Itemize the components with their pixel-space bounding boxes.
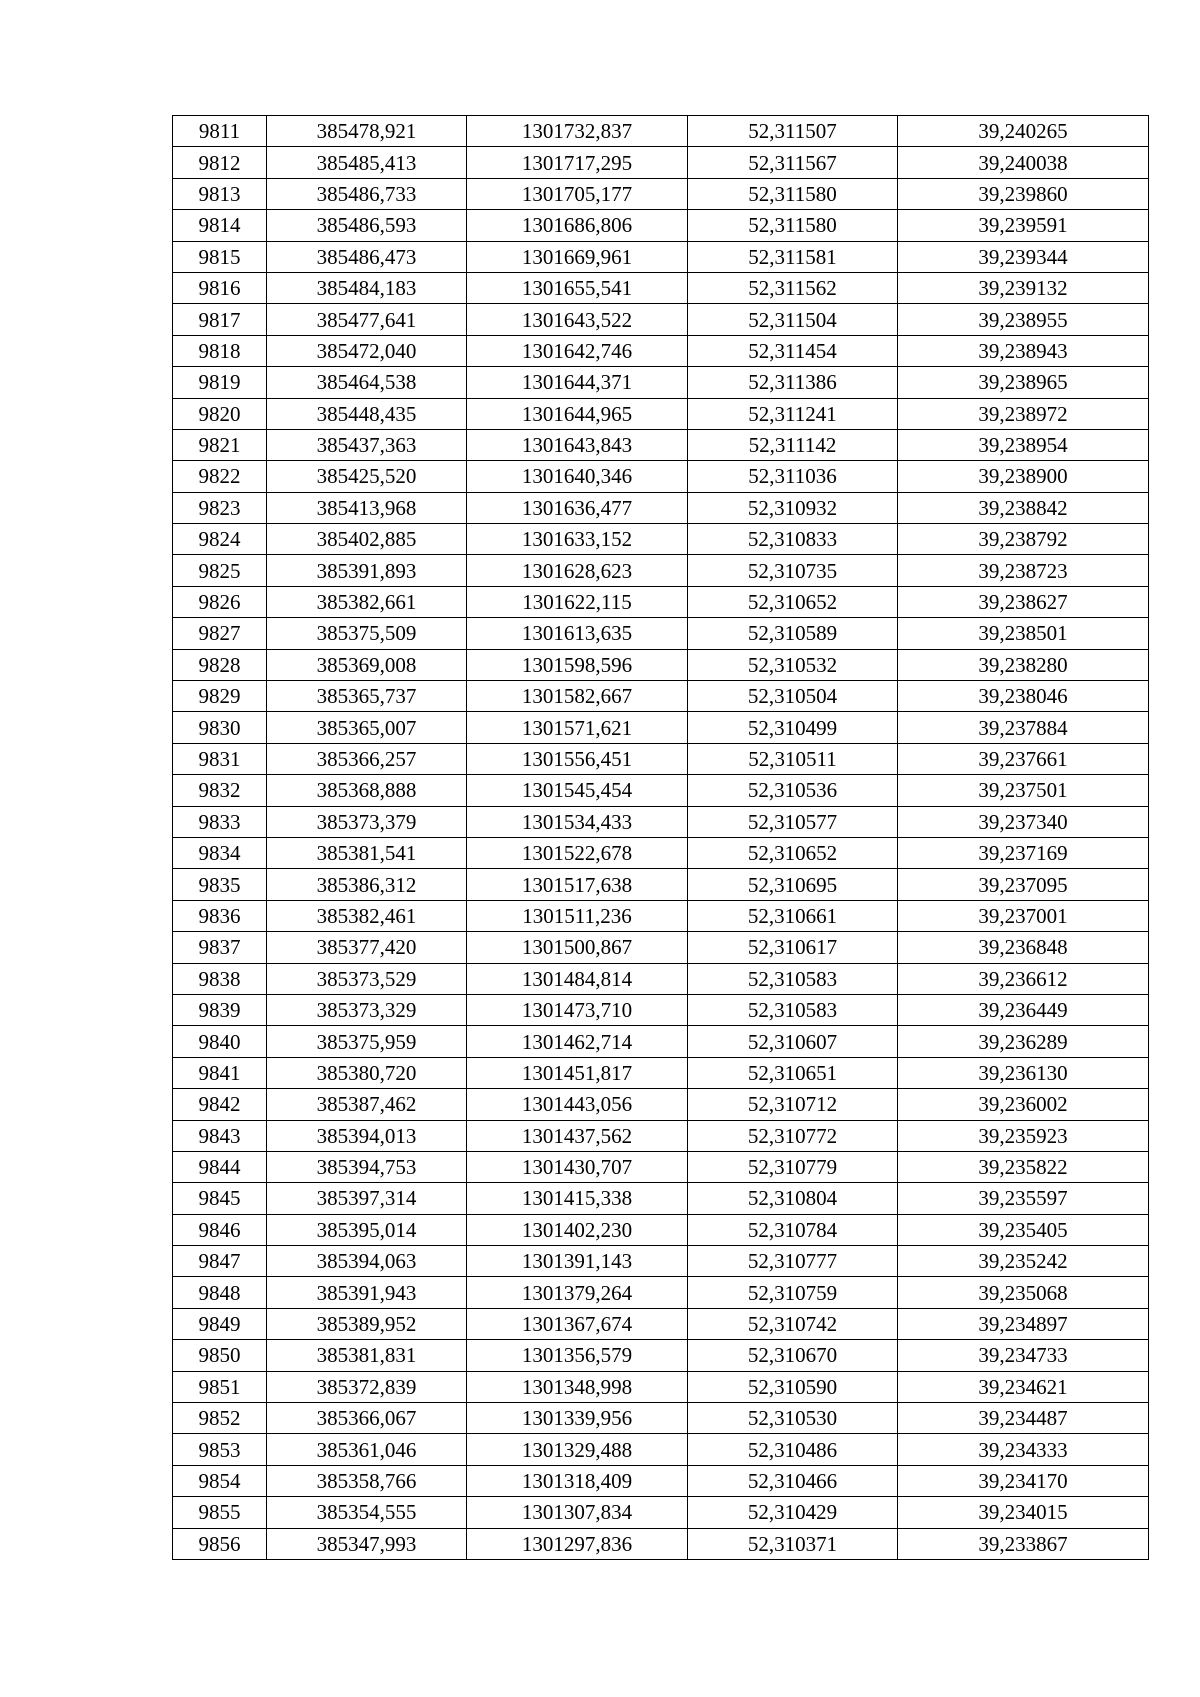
x-coordinate-cell: 385373,529	[267, 963, 467, 994]
longitude-cell: 39,235068	[898, 1277, 1149, 1308]
table-row	[173, 1057, 1149, 1088]
longitude-cell: 39,234487	[898, 1403, 1149, 1434]
latitude-cell: 52,310429	[688, 1497, 898, 1528]
longitude-cell: 39,236130	[898, 1057, 1149, 1088]
latitude-cell: 52,310777	[688, 1246, 898, 1277]
table-row	[173, 869, 1149, 900]
x-coordinate-cell: 385402,885	[267, 524, 467, 555]
x-coordinate-cell: 385382,461	[267, 900, 467, 931]
y-coordinate-cell: 1301732,837	[467, 116, 688, 147]
y-coordinate-cell: 1301622,115	[467, 586, 688, 617]
longitude-cell: 39,236848	[898, 932, 1149, 963]
y-coordinate-cell: 1301655,541	[467, 272, 688, 303]
table-row	[173, 649, 1149, 680]
latitude-cell: 52,311036	[688, 461, 898, 492]
y-coordinate-cell: 1301705,177	[467, 178, 688, 209]
x-coordinate-cell: 385375,959	[267, 1026, 467, 1057]
x-coordinate-cell: 385395,014	[267, 1214, 467, 1245]
y-coordinate-cell: 1301367,674	[467, 1308, 688, 1339]
latitude-cell: 52,311142	[688, 429, 898, 460]
point-number-cell: 9822	[173, 461, 267, 492]
y-coordinate-cell: 1301642,746	[467, 335, 688, 366]
y-coordinate-cell: 1301636,477	[467, 492, 688, 523]
latitude-cell: 52,311580	[688, 210, 898, 241]
table-row	[173, 681, 1149, 712]
latitude-cell: 52,310499	[688, 712, 898, 743]
point-number-cell: 9837	[173, 932, 267, 963]
longitude-cell: 39,237095	[898, 869, 1149, 900]
y-coordinate-cell: 1301391,143	[467, 1246, 688, 1277]
x-coordinate-cell: 385391,893	[267, 555, 467, 586]
latitude-cell: 52,310804	[688, 1183, 898, 1214]
x-coordinate-cell: 385382,661	[267, 586, 467, 617]
latitude-cell: 52,310532	[688, 649, 898, 680]
x-coordinate-cell: 385486,733	[267, 178, 467, 209]
x-coordinate-cell: 385486,593	[267, 210, 467, 241]
longitude-cell: 39,234170	[898, 1465, 1149, 1496]
longitude-cell: 39,236289	[898, 1026, 1149, 1057]
latitude-cell: 52,311580	[688, 178, 898, 209]
point-number-cell: 9848	[173, 1277, 267, 1308]
table-row	[173, 429, 1149, 460]
point-number-cell: 9814	[173, 210, 267, 241]
latitude-cell: 52,310583	[688, 963, 898, 994]
longitude-cell: 39,238792	[898, 524, 1149, 555]
point-number-cell: 9836	[173, 900, 267, 931]
longitude-cell: 39,237501	[898, 775, 1149, 806]
longitude-cell: 39,238723	[898, 555, 1149, 586]
y-coordinate-cell: 1301613,635	[467, 618, 688, 649]
longitude-cell: 39,235242	[898, 1246, 1149, 1277]
y-coordinate-cell: 1301633,152	[467, 524, 688, 555]
y-coordinate-cell: 1301545,454	[467, 775, 688, 806]
latitude-cell: 52,311581	[688, 241, 898, 272]
table-row	[173, 712, 1149, 743]
table-row	[173, 398, 1149, 429]
latitude-cell: 52,310651	[688, 1057, 898, 1088]
y-coordinate-cell: 1301522,678	[467, 837, 688, 868]
y-coordinate-cell: 1301318,409	[467, 1465, 688, 1496]
x-coordinate-cell: 385413,968	[267, 492, 467, 523]
x-coordinate-cell: 385372,839	[267, 1371, 467, 1402]
y-coordinate-cell: 1301443,056	[467, 1089, 688, 1120]
y-coordinate-cell: 1301643,843	[467, 429, 688, 460]
y-coordinate-cell: 1301598,596	[467, 649, 688, 680]
latitude-cell: 52,311454	[688, 335, 898, 366]
point-number-cell: 9826	[173, 586, 267, 617]
x-coordinate-cell: 385394,013	[267, 1120, 467, 1151]
y-coordinate-cell: 1301669,961	[467, 241, 688, 272]
table-row	[173, 1497, 1149, 1528]
y-coordinate-cell: 1301644,965	[467, 398, 688, 429]
latitude-cell: 52,310772	[688, 1120, 898, 1151]
x-coordinate-cell: 385391,943	[267, 1277, 467, 1308]
table-row	[173, 1308, 1149, 1339]
point-number-cell: 9853	[173, 1434, 267, 1465]
longitude-cell: 39,238943	[898, 335, 1149, 366]
longitude-cell: 39,237884	[898, 712, 1149, 743]
point-number-cell: 9846	[173, 1214, 267, 1245]
longitude-cell: 39,238972	[898, 398, 1149, 429]
point-number-cell: 9827	[173, 618, 267, 649]
latitude-cell: 52,311386	[688, 367, 898, 398]
table-row	[173, 1340, 1149, 1371]
y-coordinate-cell: 1301379,264	[467, 1277, 688, 1308]
point-number-cell: 9847	[173, 1246, 267, 1277]
longitude-cell: 39,235405	[898, 1214, 1149, 1245]
x-coordinate-cell: 385366,067	[267, 1403, 467, 1434]
y-coordinate-cell: 1301307,834	[467, 1497, 688, 1528]
table-row	[173, 994, 1149, 1025]
point-number-cell: 9830	[173, 712, 267, 743]
x-coordinate-cell: 385477,641	[267, 304, 467, 335]
y-coordinate-cell: 1301686,806	[467, 210, 688, 241]
y-coordinate-cell: 1301556,451	[467, 743, 688, 774]
y-coordinate-cell: 1301484,814	[467, 963, 688, 994]
table-row	[173, 1403, 1149, 1434]
y-coordinate-cell: 1301430,707	[467, 1151, 688, 1182]
latitude-cell: 52,311241	[688, 398, 898, 429]
point-number-cell: 9818	[173, 335, 267, 366]
point-number-cell: 9832	[173, 775, 267, 806]
point-number-cell: 9852	[173, 1403, 267, 1434]
x-coordinate-cell: 385365,007	[267, 712, 467, 743]
y-coordinate-cell: 1301437,562	[467, 1120, 688, 1151]
x-coordinate-cell: 385368,888	[267, 775, 467, 806]
table-row	[173, 210, 1149, 241]
point-number-cell: 9849	[173, 1308, 267, 1339]
x-coordinate-cell: 385365,737	[267, 681, 467, 712]
x-coordinate-cell: 385394,063	[267, 1246, 467, 1277]
longitude-cell: 39,234015	[898, 1497, 1149, 1528]
x-coordinate-cell: 385394,753	[267, 1151, 467, 1182]
x-coordinate-cell: 385373,379	[267, 806, 467, 837]
longitude-cell: 39,234333	[898, 1434, 1149, 1465]
latitude-cell: 52,310661	[688, 900, 898, 931]
longitude-cell: 39,239591	[898, 210, 1149, 241]
point-number-cell: 9841	[173, 1057, 267, 1088]
point-number-cell: 9816	[173, 272, 267, 303]
y-coordinate-cell: 1301717,295	[467, 147, 688, 178]
table-row	[173, 178, 1149, 209]
x-coordinate-cell: 385358,766	[267, 1465, 467, 1496]
point-number-cell: 9854	[173, 1465, 267, 1496]
x-coordinate-cell: 385478,921	[267, 116, 467, 147]
y-coordinate-cell: 1301402,230	[467, 1214, 688, 1245]
y-coordinate-cell: 1301571,621	[467, 712, 688, 743]
latitude-cell: 52,310486	[688, 1434, 898, 1465]
table-row	[173, 1214, 1149, 1245]
latitude-cell: 52,310590	[688, 1371, 898, 1402]
longitude-cell: 39,238842	[898, 492, 1149, 523]
longitude-cell: 39,234733	[898, 1340, 1149, 1371]
table-row	[173, 335, 1149, 366]
point-number-cell: 9840	[173, 1026, 267, 1057]
coordinate-table	[172, 115, 1149, 1560]
longitude-cell: 39,237169	[898, 837, 1149, 868]
longitude-cell: 39,238280	[898, 649, 1149, 680]
x-coordinate-cell: 385387,462	[267, 1089, 467, 1120]
y-coordinate-cell: 1301640,346	[467, 461, 688, 492]
longitude-cell: 39,237661	[898, 743, 1149, 774]
table-row	[173, 241, 1149, 272]
y-coordinate-cell: 1301339,956	[467, 1403, 688, 1434]
x-coordinate-cell: 385369,008	[267, 649, 467, 680]
longitude-cell: 39,239860	[898, 178, 1149, 209]
point-number-cell: 9820	[173, 398, 267, 429]
latitude-cell: 52,310652	[688, 837, 898, 868]
x-coordinate-cell: 385472,040	[267, 335, 467, 366]
x-coordinate-cell: 385386,312	[267, 869, 467, 900]
table-row	[173, 963, 1149, 994]
x-coordinate-cell: 385437,363	[267, 429, 467, 460]
point-number-cell: 9839	[173, 994, 267, 1025]
y-coordinate-cell: 1301534,433	[467, 806, 688, 837]
point-number-cell: 9856	[173, 1528, 267, 1559]
point-number-cell: 9838	[173, 963, 267, 994]
x-coordinate-cell: 385380,720	[267, 1057, 467, 1088]
latitude-cell: 52,310759	[688, 1277, 898, 1308]
point-number-cell: 9819	[173, 367, 267, 398]
y-coordinate-cell: 1301451,817	[467, 1057, 688, 1088]
longitude-cell: 39,239132	[898, 272, 1149, 303]
x-coordinate-cell: 385484,183	[267, 272, 467, 303]
latitude-cell: 52,311507	[688, 116, 898, 147]
point-number-cell: 9815	[173, 241, 267, 272]
latitude-cell: 52,310530	[688, 1403, 898, 1434]
y-coordinate-cell: 1301644,371	[467, 367, 688, 398]
latitude-cell: 52,310577	[688, 806, 898, 837]
x-coordinate-cell: 385464,538	[267, 367, 467, 398]
point-number-cell: 9834	[173, 837, 267, 868]
point-number-cell: 9844	[173, 1151, 267, 1182]
x-coordinate-cell: 385486,473	[267, 241, 467, 272]
y-coordinate-cell: 1301628,623	[467, 555, 688, 586]
table-row	[173, 900, 1149, 931]
table-row	[173, 1026, 1149, 1057]
table-row	[173, 932, 1149, 963]
x-coordinate-cell: 385377,420	[267, 932, 467, 963]
x-coordinate-cell: 385375,509	[267, 618, 467, 649]
table-row	[173, 1183, 1149, 1214]
x-coordinate-cell: 385389,952	[267, 1308, 467, 1339]
latitude-cell: 52,310695	[688, 869, 898, 900]
point-number-cell: 9833	[173, 806, 267, 837]
table-row	[173, 1151, 1149, 1182]
longitude-cell: 39,240038	[898, 147, 1149, 178]
longitude-cell: 39,236612	[898, 963, 1149, 994]
longitude-cell: 39,235923	[898, 1120, 1149, 1151]
x-coordinate-cell: 385361,046	[267, 1434, 467, 1465]
latitude-cell: 52,310932	[688, 492, 898, 523]
table-row	[173, 1528, 1149, 1559]
latitude-cell: 52,310735	[688, 555, 898, 586]
point-number-cell: 9813	[173, 178, 267, 209]
longitude-cell: 39,238501	[898, 618, 1149, 649]
latitude-cell: 52,311567	[688, 147, 898, 178]
longitude-cell: 39,235597	[898, 1183, 1149, 1214]
coordinate-table-body	[173, 116, 1149, 1560]
y-coordinate-cell: 1301329,488	[467, 1434, 688, 1465]
x-coordinate-cell: 385397,314	[267, 1183, 467, 1214]
point-number-cell: 9824	[173, 524, 267, 555]
point-number-cell: 9845	[173, 1183, 267, 1214]
point-number-cell: 9831	[173, 743, 267, 774]
point-number-cell: 9850	[173, 1340, 267, 1371]
x-coordinate-cell: 385347,993	[267, 1528, 467, 1559]
y-coordinate-cell: 1301356,579	[467, 1340, 688, 1371]
longitude-cell: 39,234621	[898, 1371, 1149, 1402]
x-coordinate-cell: 385485,413	[267, 147, 467, 178]
latitude-cell: 52,311562	[688, 272, 898, 303]
table-row	[173, 1120, 1149, 1151]
point-number-cell: 9825	[173, 555, 267, 586]
point-number-cell: 9851	[173, 1371, 267, 1402]
latitude-cell: 52,310511	[688, 743, 898, 774]
latitude-cell: 52,310589	[688, 618, 898, 649]
longitude-cell: 39,236002	[898, 1089, 1149, 1120]
table-row	[173, 1277, 1149, 1308]
table-row	[173, 555, 1149, 586]
latitude-cell: 52,310371	[688, 1528, 898, 1559]
point-number-cell: 9817	[173, 304, 267, 335]
latitude-cell: 52,311504	[688, 304, 898, 335]
table-row	[173, 147, 1149, 178]
table-row	[173, 775, 1149, 806]
x-coordinate-cell: 385373,329	[267, 994, 467, 1025]
table-row	[173, 586, 1149, 617]
table-row	[173, 1246, 1149, 1277]
point-number-cell: 9812	[173, 147, 267, 178]
latitude-cell: 52,310536	[688, 775, 898, 806]
latitude-cell: 52,310712	[688, 1089, 898, 1120]
longitude-cell: 39,238954	[898, 429, 1149, 460]
x-coordinate-cell: 385366,257	[267, 743, 467, 774]
latitude-cell: 52,310652	[688, 586, 898, 617]
latitude-cell: 52,310670	[688, 1340, 898, 1371]
table-row	[173, 1371, 1149, 1402]
table-row	[173, 461, 1149, 492]
longitude-cell: 39,235822	[898, 1151, 1149, 1182]
y-coordinate-cell: 1301643,522	[467, 304, 688, 335]
latitude-cell: 52,310466	[688, 1465, 898, 1496]
longitude-cell: 39,238900	[898, 461, 1149, 492]
point-number-cell: 9835	[173, 869, 267, 900]
x-coordinate-cell: 385448,435	[267, 398, 467, 429]
longitude-cell: 39,237001	[898, 900, 1149, 931]
latitude-cell: 52,310504	[688, 681, 898, 712]
x-coordinate-cell: 385381,831	[267, 1340, 467, 1371]
latitude-cell: 52,310607	[688, 1026, 898, 1057]
table-row	[173, 806, 1149, 837]
y-coordinate-cell: 1301462,714	[467, 1026, 688, 1057]
x-coordinate-cell: 385381,541	[267, 837, 467, 868]
y-coordinate-cell: 1301348,998	[467, 1371, 688, 1402]
point-number-cell: 9811	[173, 116, 267, 147]
y-coordinate-cell: 1301415,338	[467, 1183, 688, 1214]
table-row	[173, 743, 1149, 774]
point-number-cell: 9855	[173, 1497, 267, 1528]
table-row	[173, 272, 1149, 303]
table-row	[173, 1434, 1149, 1465]
longitude-cell: 39,238046	[898, 681, 1149, 712]
longitude-cell: 39,240265	[898, 116, 1149, 147]
table-row	[173, 1465, 1149, 1496]
latitude-cell: 52,310583	[688, 994, 898, 1025]
point-number-cell: 9823	[173, 492, 267, 523]
point-number-cell: 9828	[173, 649, 267, 680]
point-number-cell: 9821	[173, 429, 267, 460]
table-row	[173, 524, 1149, 555]
latitude-cell: 52,310833	[688, 524, 898, 555]
longitude-cell: 39,237340	[898, 806, 1149, 837]
table-row	[173, 492, 1149, 523]
point-number-cell: 9843	[173, 1120, 267, 1151]
longitude-cell: 39,238627	[898, 586, 1149, 617]
y-coordinate-cell: 1301297,836	[467, 1528, 688, 1559]
y-coordinate-cell: 1301473,710	[467, 994, 688, 1025]
table-row	[173, 304, 1149, 335]
table-row	[173, 618, 1149, 649]
y-coordinate-cell: 1301517,638	[467, 869, 688, 900]
longitude-cell: 39,234897	[898, 1308, 1149, 1339]
longitude-cell: 39,239344	[898, 241, 1149, 272]
table-row	[173, 116, 1149, 147]
point-number-cell: 9842	[173, 1089, 267, 1120]
table-row	[173, 837, 1149, 868]
table-row	[173, 367, 1149, 398]
longitude-cell: 39,236449	[898, 994, 1149, 1025]
latitude-cell: 52,310784	[688, 1214, 898, 1245]
latitude-cell: 52,310779	[688, 1151, 898, 1182]
y-coordinate-cell: 1301511,236	[467, 900, 688, 931]
latitude-cell: 52,310617	[688, 932, 898, 963]
latitude-cell: 52,310742	[688, 1308, 898, 1339]
longitude-cell: 39,238955	[898, 304, 1149, 335]
point-number-cell: 9829	[173, 681, 267, 712]
table-row	[173, 1089, 1149, 1120]
longitude-cell: 39,233867	[898, 1528, 1149, 1559]
x-coordinate-cell: 385425,520	[267, 461, 467, 492]
x-coordinate-cell: 385354,555	[267, 1497, 467, 1528]
y-coordinate-cell: 1301582,667	[467, 681, 688, 712]
y-coordinate-cell: 1301500,867	[467, 932, 688, 963]
longitude-cell: 39,238965	[898, 367, 1149, 398]
